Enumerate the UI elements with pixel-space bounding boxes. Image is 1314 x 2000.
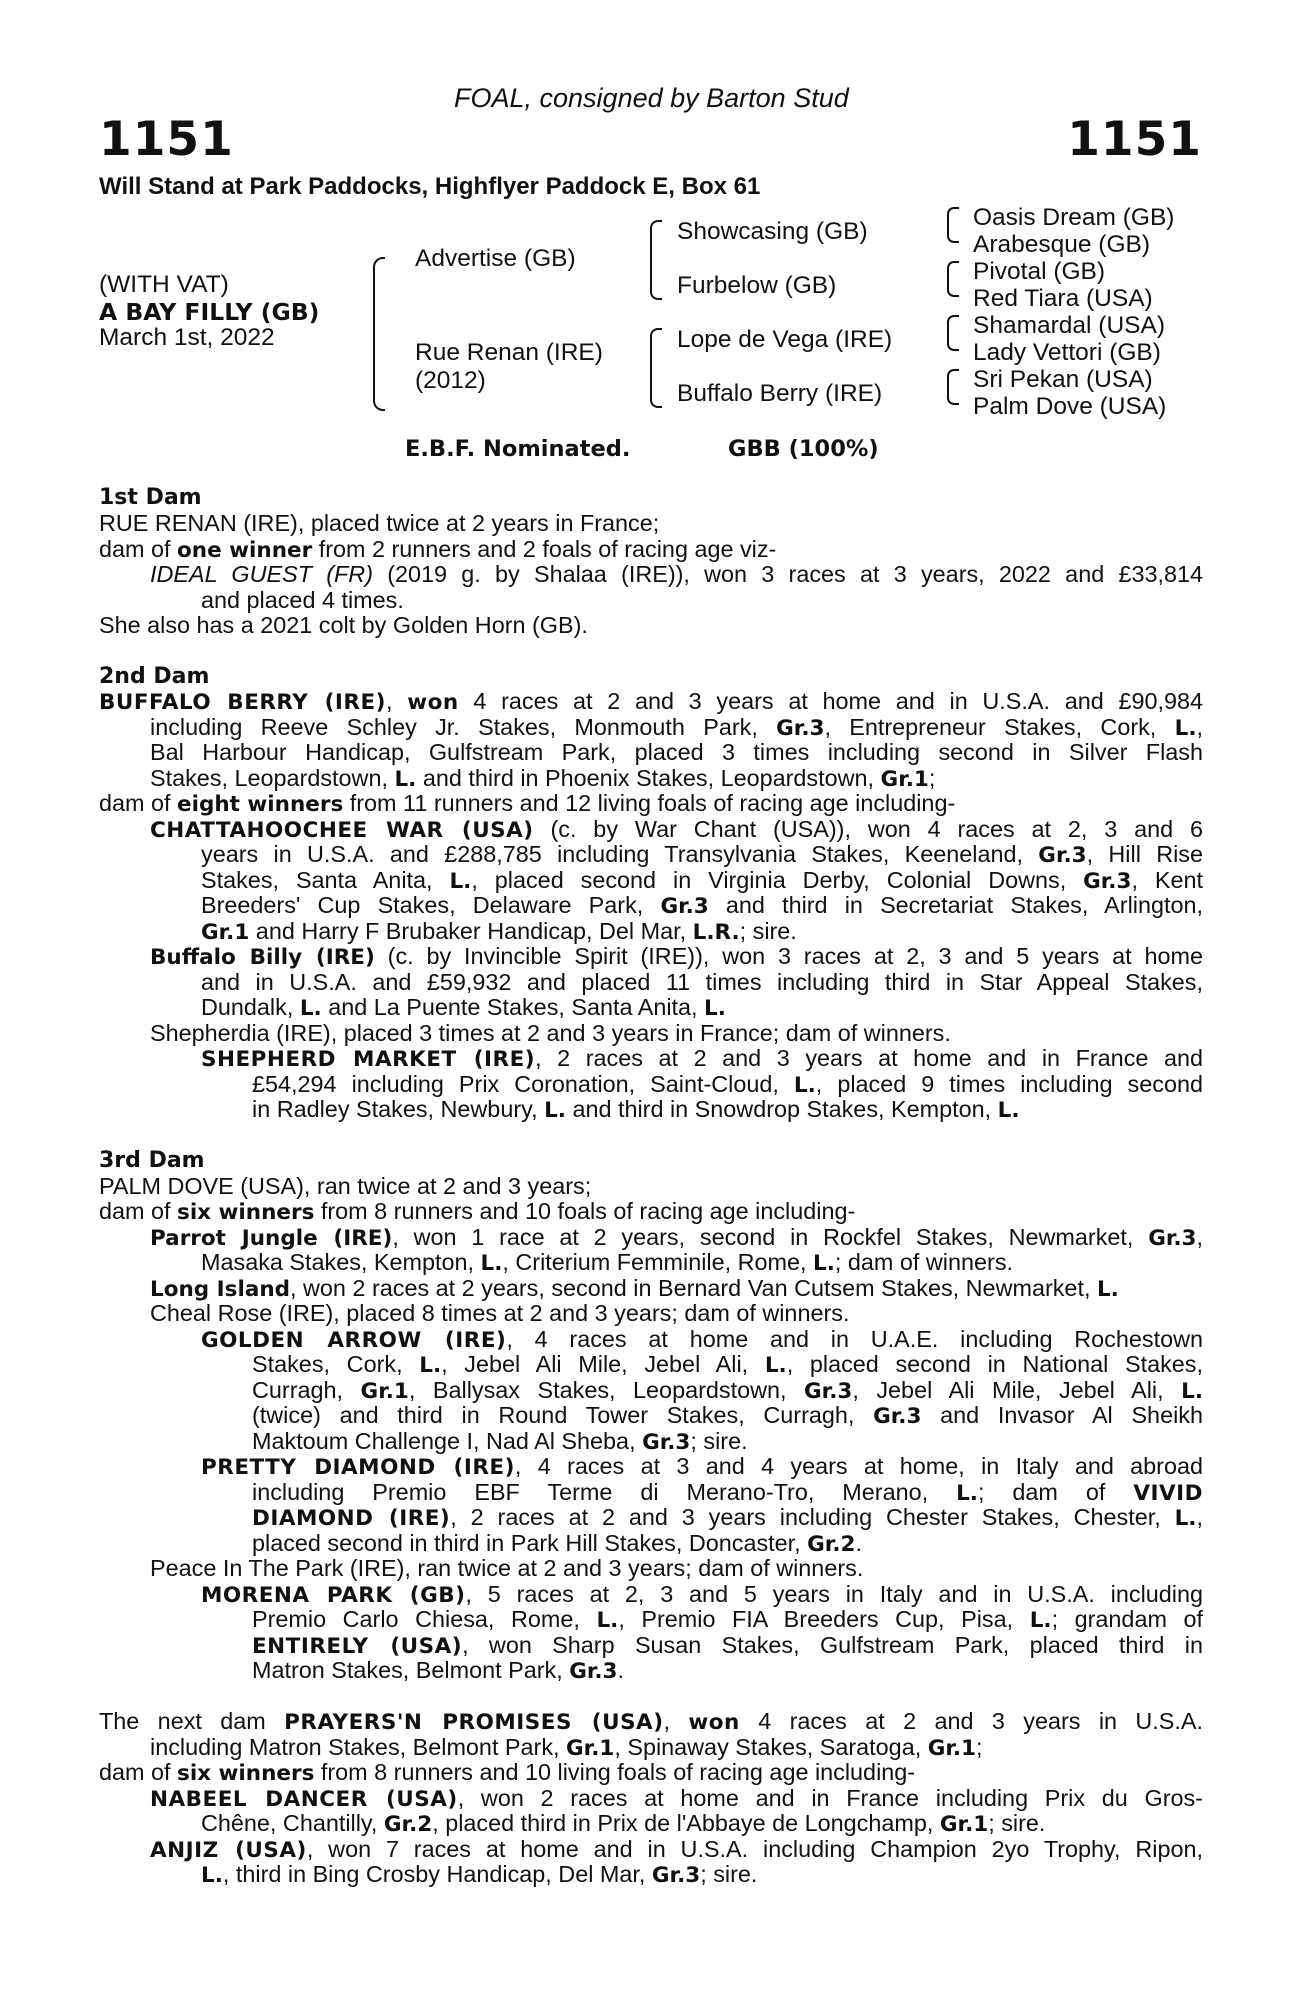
text-line: £54,294 including Prix Coronation, Saint-Cloud, L., placed 9 times including second bbox=[252, 1072, 1203, 1098]
text-line: Shepherdia (IRE), placed 3 times at 2 and 3 years in France; dam of winners. bbox=[150, 1020, 951, 1046]
text-line: PALM DOVE (USA), ran twice at 2 and 3 years; bbox=[99, 1173, 592, 1199]
text-line: years in U.S.A. and £288,785 including Transylvania Stakes, Keeneland, Gr.3, Hill Rise bbox=[201, 842, 1203, 868]
text-line: DIAMOND (IRE), 2 races at 2 and 3 years including Chester Stakes, Chester, L., bbox=[252, 1505, 1203, 1531]
horse-name: A BAY FILLY (GB) bbox=[99, 298, 320, 326]
lot-number-left: 1151 bbox=[99, 112, 234, 167]
lot-number-right: 1151 bbox=[1067, 112, 1202, 167]
text-line: Bal Harbour Handicap, Gulfstream Park, placed 3 times including second in Silver Flash bbox=[150, 740, 1203, 765]
text-line: BUFFALO BERRY (IRE), won 4 races at 2 and 3 years at home and in U.S.A. and £90,984 bbox=[99, 689, 1203, 715]
ancestor: Red Tiara (USA) bbox=[973, 285, 1153, 312]
ebf-note: E.B.F. Nominated. bbox=[405, 436, 631, 462]
pedigree-bracket bbox=[947, 315, 959, 351]
text-line: Premio Carlo Chiesa, Rome, L., Premio FIA Breeders Cup, Pisa, L.; grandam of bbox=[252, 1607, 1203, 1633]
text-line: Curragh, Gr.1, Ballysax Stakes, Leopardstown, Gr.3, Jebel Ali Mile, Jebel Ali, L. bbox=[252, 1378, 1203, 1404]
dam-year: (2012) bbox=[415, 367, 486, 394]
text-line: Stakes, Leopardstown, L. and third in Phoenix Stakes, Leopardstown, Gr.1; bbox=[150, 765, 936, 792]
text-line: dam of six winners from 8 runners and 10 living foals of racing age including- bbox=[99, 1759, 916, 1786]
text-line: IDEAL GUEST (FR) (2019 g. by Shalaa (IRE)), won 3 races at 3 years, 2022 and £33,814 bbox=[150, 562, 1203, 587]
text-line: Stakes, Cork, L., Jebel Ali Mile, Jebel Ali, L., placed second in National Stakes, bbox=[252, 1352, 1203, 1378]
text-line: dam of one winner from 2 runners and 2 foals of racing age viz- bbox=[99, 536, 777, 563]
catalogue-body bbox=[99, 485, 1203, 1905]
text-line: placed second in third in Park Hill Stakes, Doncaster, Gr.2. bbox=[252, 1530, 862, 1557]
ancestor: Oasis Dream (GB) bbox=[973, 204, 1175, 231]
dam: Rue Renan (IRE) bbox=[415, 339, 603, 366]
text-line: GOLDEN ARROW (IRE), 4 races at home and in U.A.E. including Rochestown bbox=[201, 1327, 1203, 1353]
text-line: Parrot Jungle (IRE), won 1 race at 2 years, second in Rockfel Stakes, Newmarket, Gr.3, bbox=[150, 1225, 1203, 1251]
text-line: including Reeve Schley Jr. Stakes, Monmouth Park, Gr.3, Entrepreneur Stakes, Cork, L., bbox=[150, 715, 1203, 741]
sire-dam: Furbelow (GB) bbox=[677, 272, 837, 299]
text-line: in Radley Stakes, Newbury, L. and third in Snowdrop Stakes, Kempton, L. bbox=[252, 1096, 1020, 1123]
dam-sire: Lope de Vega (IRE) bbox=[677, 326, 893, 353]
vat-label: (WITH VAT) bbox=[99, 271, 229, 298]
text-line: and placed 4 times. bbox=[201, 587, 404, 613]
text-line: ENTIRELY (USA), won Sharp Susan Stakes, Gulfstream Park, placed third in bbox=[252, 1633, 1203, 1659]
text-line: NABEEL DANCER (USA), won 2 races at home and in France including Prix du Gros- bbox=[150, 1786, 1203, 1812]
consignor-line: FOAL, consigned by Barton Stud bbox=[454, 83, 849, 113]
text-line: including Matron Stakes, Belmont Park, Gr.1, Spinaway Stakes, Saratoga, Gr.1; bbox=[150, 1734, 983, 1761]
text-line: Buffalo Billy (IRE) (c. by Invincible Spirit (IRE)), won 3 races at 2, 3 and 5 years at home bbox=[150, 944, 1203, 970]
pedigree-bracket bbox=[373, 257, 385, 411]
text-line: The next dam PRAYERS'N PROMISES (USA), won 4 races at 2 and 3 years in U.S.A. bbox=[99, 1709, 1203, 1735]
gbb-note: GBB (100%) bbox=[728, 436, 879, 462]
text-line: MORENA PARK (GB), 5 races at 2, 3 and 5 years in Italy and in U.S.A. including bbox=[201, 1582, 1203, 1608]
ancestor: Shamardal (USA) bbox=[973, 312, 1165, 339]
pedigree-bracket bbox=[650, 328, 662, 408]
text-line: Peace In The Park (IRE), ran twice at 2 and 3 years; dam of winners. bbox=[150, 1555, 864, 1581]
pedigree-bracket bbox=[947, 261, 959, 297]
text-line: Chêne, Chantilly, Gr.2, placed third in Prix de l'Abbaye de Longchamp, Gr.1; sire. bbox=[201, 1810, 1046, 1837]
section-heading: 2nd Dam bbox=[99, 664, 210, 689]
text-line: ANJIZ (USA), won 7 races at home and in U.S.A. including Champion 2yo Trophy, Ripon, bbox=[150, 1837, 1203, 1863]
text-line: Maktoum Challenge I, Nad Al Sheba, Gr.3; sire. bbox=[252, 1428, 748, 1455]
stabling-line: Will Stand at Park Paddocks, Highflyer Paddock E, Box 61 bbox=[99, 173, 761, 200]
text-line: CHATTAHOOCHEE WAR (USA) (c. by War Chant (USA)), won 4 races at 2, 3 and 6 bbox=[150, 817, 1203, 843]
text-line: Masaka Stakes, Kempton, L., Criterium Femminile, Rome, L.; dam of winners. bbox=[201, 1249, 1014, 1276]
section-heading: 1st Dam bbox=[99, 485, 202, 510]
text-line: PRETTY DIAMOND (IRE), 4 races at 3 and 4 years at home, in Italy and abroad bbox=[201, 1454, 1203, 1480]
text-line: and in U.S.A. and £59,932 and placed 11 times including third in Star Appeal Stakes, bbox=[201, 970, 1203, 995]
text-line: Dundalk, L. and La Puente Stakes, Santa Anita, L. bbox=[201, 994, 726, 1021]
ancestor: Sri Pekan (USA) bbox=[973, 366, 1153, 393]
text-line: SHEPHERD MARKET (IRE), 2 races at 2 and 3 years at home and in France and bbox=[201, 1046, 1203, 1072]
text-line: (twice) and third in Round Tower Stakes, Curragh, Gr.3 and Invasor Al Sheikh bbox=[252, 1403, 1203, 1429]
foaling-date: March 1st, 2022 bbox=[99, 324, 275, 351]
ancestor: Pivotal (GB) bbox=[973, 258, 1106, 285]
ancestor: Palm Dove (USA) bbox=[973, 393, 1167, 420]
sire: Advertise (GB) bbox=[415, 245, 576, 272]
ancestor: Arabesque (GB) bbox=[973, 231, 1151, 258]
dam-dam: Buffalo Berry (IRE) bbox=[677, 380, 883, 407]
pedigree-bracket bbox=[947, 207, 959, 243]
text-line: She also has a 2021 colt by Golden Horn (GB). bbox=[99, 612, 588, 638]
pedigree-bracket bbox=[947, 369, 959, 405]
pedigree-bracket bbox=[650, 220, 662, 300]
ancestor: Lady Vettori (GB) bbox=[973, 339, 1161, 366]
text-line: Gr.1 and Harry F Brubaker Handicap, Del Mar, L.R.; sire. bbox=[201, 918, 797, 945]
text-line: Long Island, won 2 races at 2 years, second in Bernard Van Cutsem Stakes, Newmarket, L. bbox=[150, 1275, 1119, 1302]
text-line: Matron Stakes, Belmont Park, Gr.3. bbox=[252, 1657, 625, 1684]
section-heading: 3rd Dam bbox=[99, 1148, 205, 1173]
text-line: Cheal Rose (IRE), placed 8 times at 2 and 3 years; dam of winners. bbox=[150, 1300, 850, 1326]
text-line: dam of eight winners from 11 runners and 12 living foals of racing age including- bbox=[99, 790, 956, 817]
text-line: Stakes, Santa Anita, L., placed second in Virginia Derby, Colonial Downs, Gr.3, Kent bbox=[201, 868, 1203, 894]
text-line: Breeders' Cup Stakes, Delaware Park, Gr.3 and third in Secretariat Stakes, Arlington, bbox=[201, 893, 1203, 919]
text-line: RUE RENAN (IRE), placed twice at 2 years in France; bbox=[99, 510, 660, 536]
text-line: L., third in Bing Crosby Handicap, Del Mar, Gr.3; sire. bbox=[201, 1861, 758, 1888]
sire-sire: Showcasing (GB) bbox=[677, 218, 868, 245]
text-line: including Premio EBF Terme di Merano-Tro, Merano, L.; dam of VIVID bbox=[252, 1480, 1203, 1506]
text-line: dam of six winners from 8 runners and 10 foals of racing age including- bbox=[99, 1198, 856, 1225]
